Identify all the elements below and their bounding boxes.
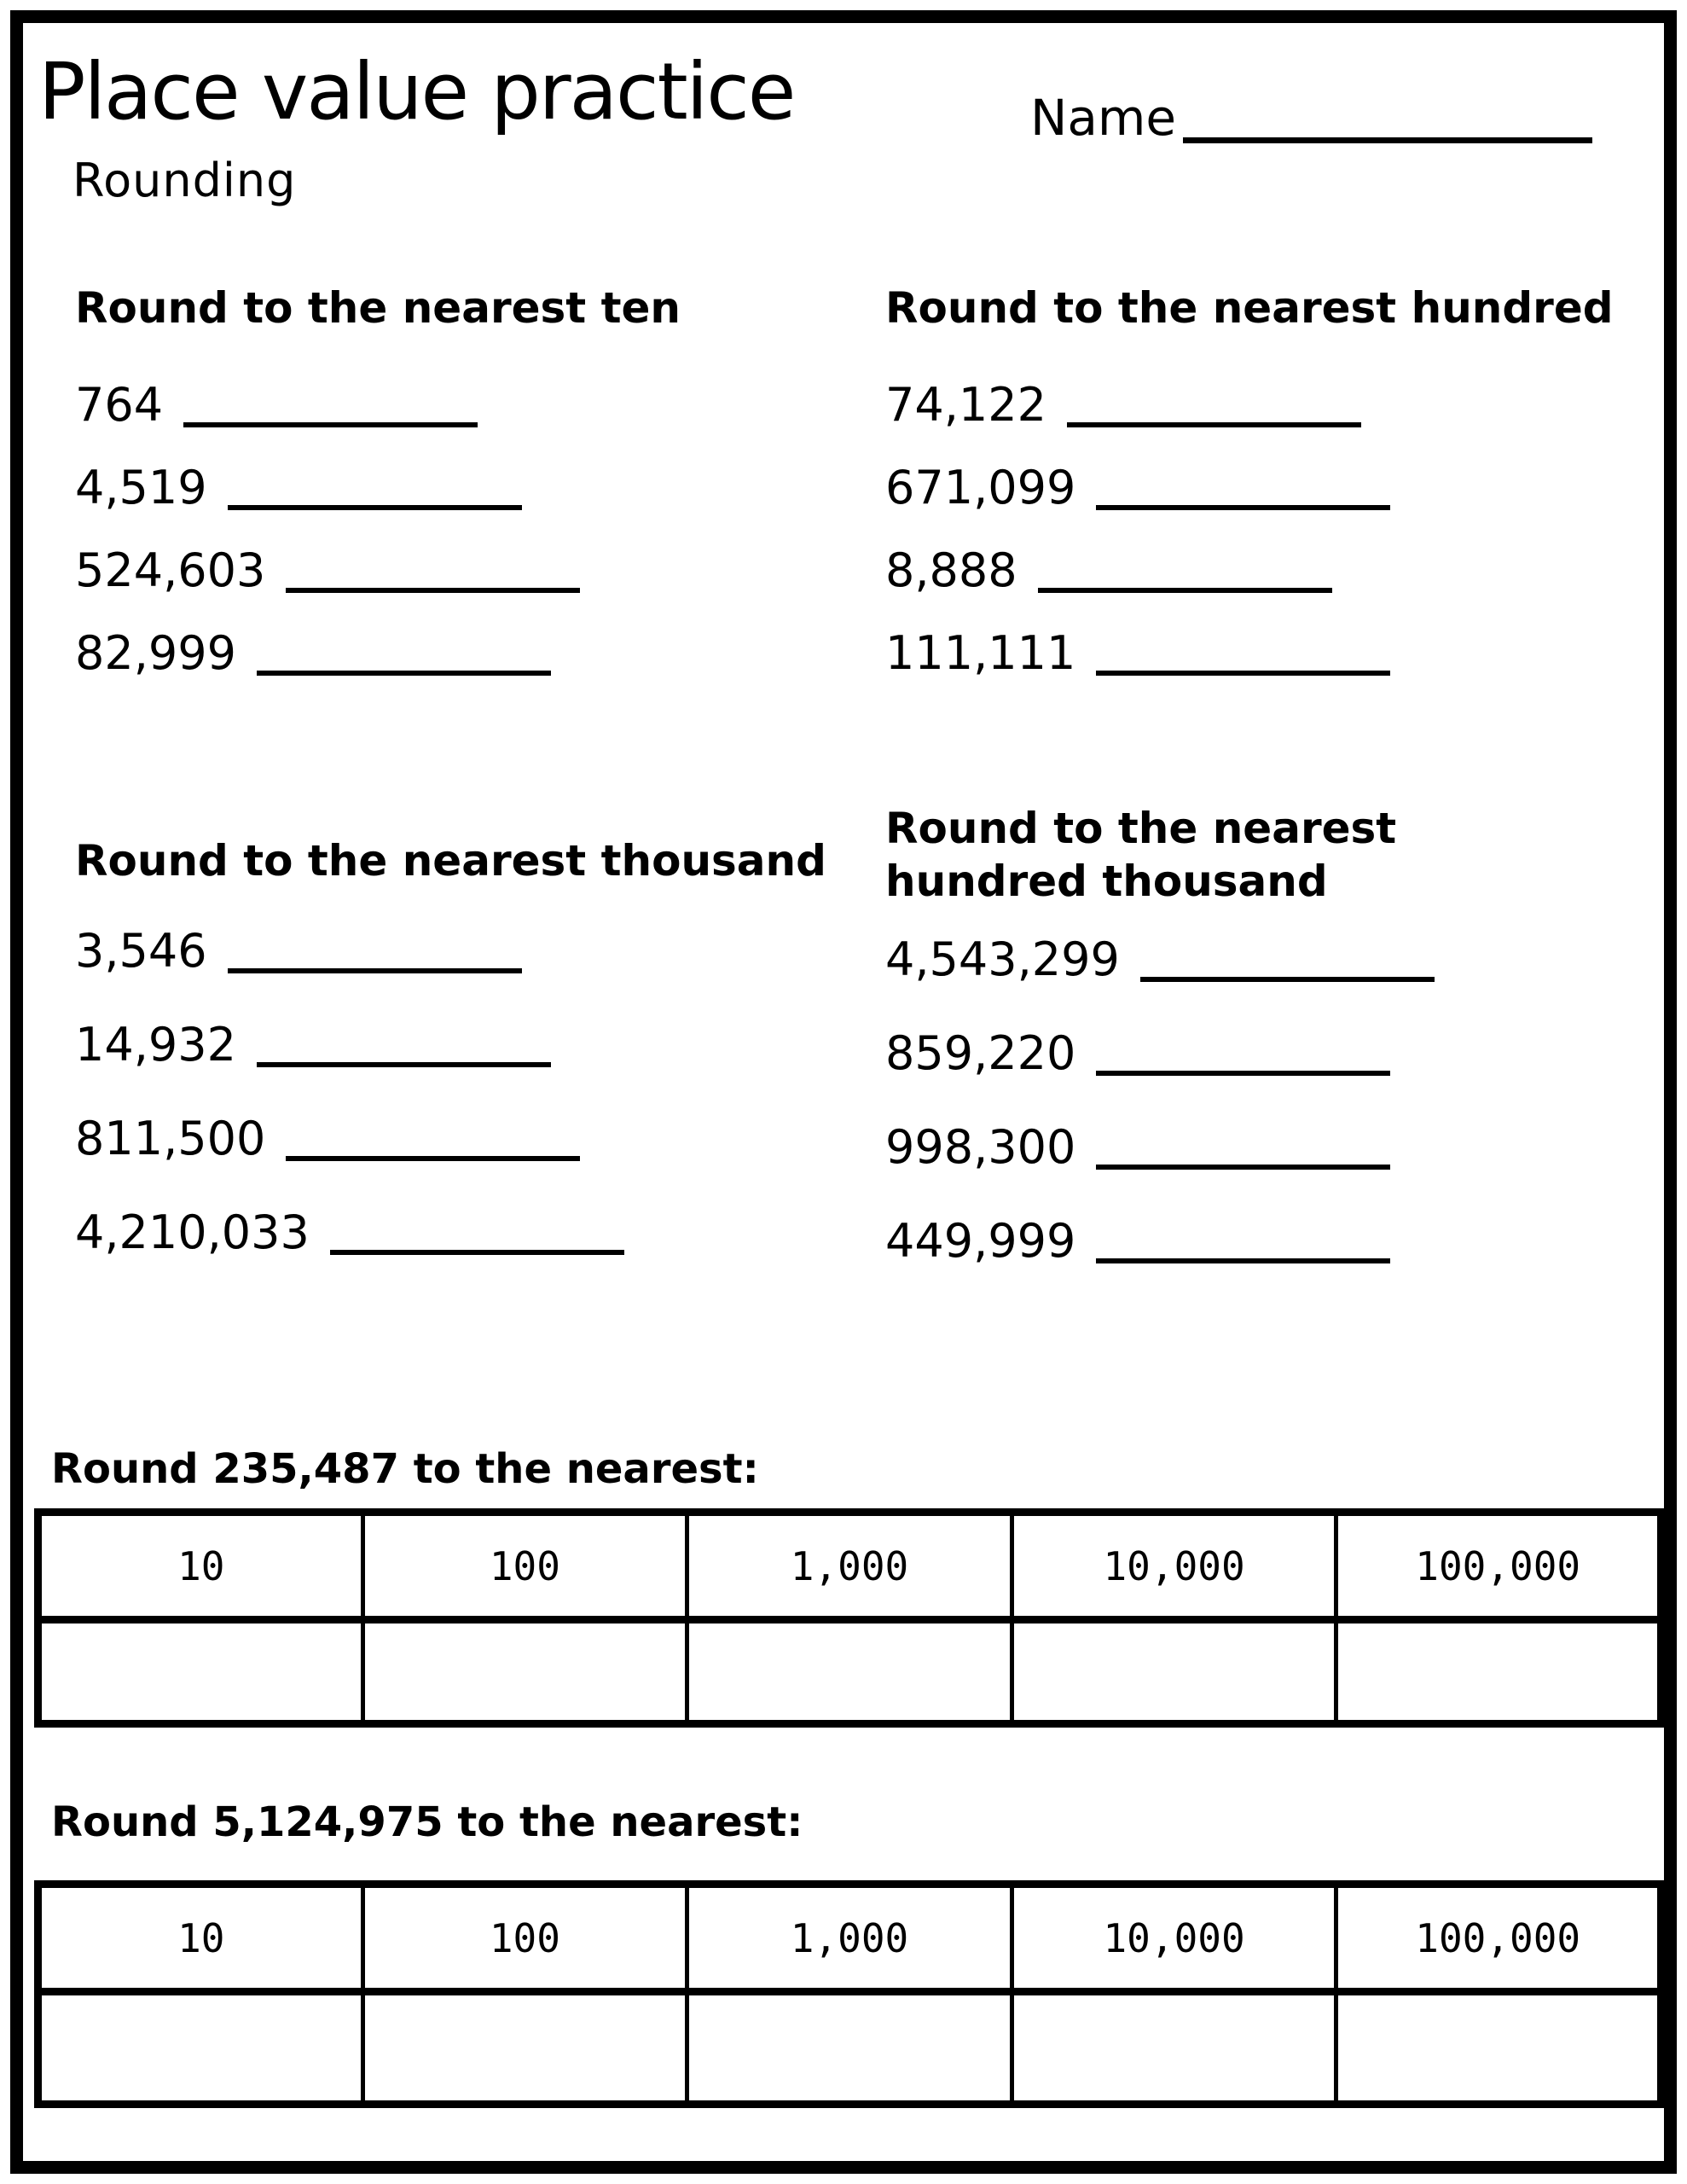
answer-blank[interactable] <box>228 968 522 973</box>
name-blank[interactable] <box>1183 137 1592 143</box>
place-value-header: 1,000 <box>687 1513 1012 1620</box>
place-value-header: 100,000 <box>1336 1885 1661 1992</box>
answer-blank[interactable] <box>1096 505 1390 510</box>
table-prompt-5124975: Round 5,124,975 to the nearest: <box>51 1798 803 1846</box>
answer-blank[interactable] <box>1096 671 1390 676</box>
answer-blank[interactable] <box>228 505 522 510</box>
place-value-header: 100,000 <box>1336 1513 1661 1620</box>
rounding-table-235487 <box>34 1508 1665 1728</box>
number-to-round: 111,111 <box>885 626 1076 680</box>
number-to-round: 82,999 <box>75 626 236 680</box>
section-heading: Round to the nearest thousand <box>75 836 826 886</box>
place-value-header-row <box>38 1513 1661 1620</box>
number-to-round: 4,519 <box>75 461 207 514</box>
number-to-round: 8,888 <box>885 543 1017 597</box>
answer-cell[interactable] <box>687 1992 1012 2105</box>
answer-blank[interactable] <box>286 588 580 593</box>
section-round-to-hundred-thousand <box>885 802 1431 1312</box>
rounding-item <box>75 543 681 597</box>
table-prompt-235487: Round 235,487 to the nearest: <box>51 1445 759 1493</box>
answer-blank[interactable] <box>257 671 551 676</box>
section-heading: Round to the nearest hundred thousand <box>885 804 1397 906</box>
place-value-header: 10,000 <box>1012 1885 1336 1992</box>
answer-blank[interactable] <box>1096 1071 1390 1076</box>
rounding-item <box>885 461 1614 514</box>
answer-blank[interactable] <box>330 1250 624 1255</box>
number-to-round: 859,220 <box>885 1026 1076 1080</box>
rounding-item <box>75 1205 826 1259</box>
answer-cell[interactable] <box>687 1620 1012 1724</box>
place-value-header: 100 <box>362 1885 687 1992</box>
rounding-item <box>75 626 681 680</box>
number-to-round: 14,932 <box>75 1018 236 1072</box>
answer-blank[interactable] <box>1038 588 1332 593</box>
place-value-header: 10,000 <box>1012 1513 1336 1620</box>
rounding-item <box>75 378 681 432</box>
rounding-item <box>75 461 681 514</box>
number-to-round: 764 <box>75 378 164 432</box>
place-value-header: 10 <box>38 1885 363 1992</box>
answer-cell[interactable] <box>1012 1620 1336 1724</box>
answer-cell[interactable] <box>38 1620 363 1724</box>
number-to-round: 671,099 <box>885 461 1076 514</box>
answer-cell[interactable] <box>1336 1620 1661 1724</box>
rounding-item <box>885 1120 1431 1174</box>
section-round-to-ten <box>75 282 681 713</box>
place-value-header-row <box>38 1885 1661 1992</box>
answer-cell[interactable] <box>1012 1992 1336 2105</box>
name-label: Name <box>1030 89 1177 147</box>
rounding-item <box>885 543 1614 597</box>
number-to-round: 449,999 <box>885 1214 1076 1268</box>
rounding-item <box>75 1112 826 1165</box>
name-row <box>1030 89 1592 147</box>
section-round-to-hundred <box>885 282 1614 713</box>
rounding-item <box>885 626 1614 680</box>
number-to-round: 811,500 <box>75 1112 266 1165</box>
answer-blank[interactable] <box>183 422 478 427</box>
rounding-item <box>885 932 1431 986</box>
number-to-round: 74,122 <box>885 378 1046 432</box>
section-heading: Round to the nearest ten <box>75 283 681 333</box>
rounding-table-5124975 <box>34 1880 1665 2108</box>
number-to-round: 4,210,033 <box>75 1205 310 1259</box>
answer-cell[interactable] <box>362 1620 687 1724</box>
rounding-item <box>75 924 826 978</box>
rounding-item <box>885 1214 1431 1268</box>
answer-blank[interactable] <box>1096 1165 1390 1170</box>
page-title: Place value practice <box>38 46 795 137</box>
section-round-to-thousand <box>75 834 826 1304</box>
answer-blank[interactable] <box>1067 422 1361 427</box>
place-value-header: 1,000 <box>687 1885 1012 1992</box>
rounding-item <box>885 378 1614 432</box>
answer-blank[interactable] <box>1140 977 1435 982</box>
number-to-round: 3,546 <box>75 924 207 978</box>
answer-blank[interactable] <box>257 1062 551 1067</box>
answer-row <box>38 1992 1661 2105</box>
answer-blank[interactable] <box>1096 1258 1390 1263</box>
rounding-item <box>75 1018 826 1072</box>
place-value-header: 10 <box>38 1513 363 1620</box>
answer-cell[interactable] <box>362 1992 687 2105</box>
number-to-round: 524,603 <box>75 543 266 597</box>
place-value-header: 100 <box>362 1513 687 1620</box>
answer-cell[interactable] <box>1336 1992 1661 2105</box>
answer-cell[interactable] <box>38 1992 363 2105</box>
answer-row <box>38 1620 1661 1724</box>
rounding-item <box>885 1026 1431 1080</box>
worksheet-subtitle: Rounding <box>72 154 297 207</box>
number-to-round: 4,543,299 <box>885 932 1120 986</box>
number-to-round: 998,300 <box>885 1120 1076 1174</box>
answer-blank[interactable] <box>286 1156 580 1161</box>
section-heading: Round to the nearest hundred <box>885 283 1614 333</box>
